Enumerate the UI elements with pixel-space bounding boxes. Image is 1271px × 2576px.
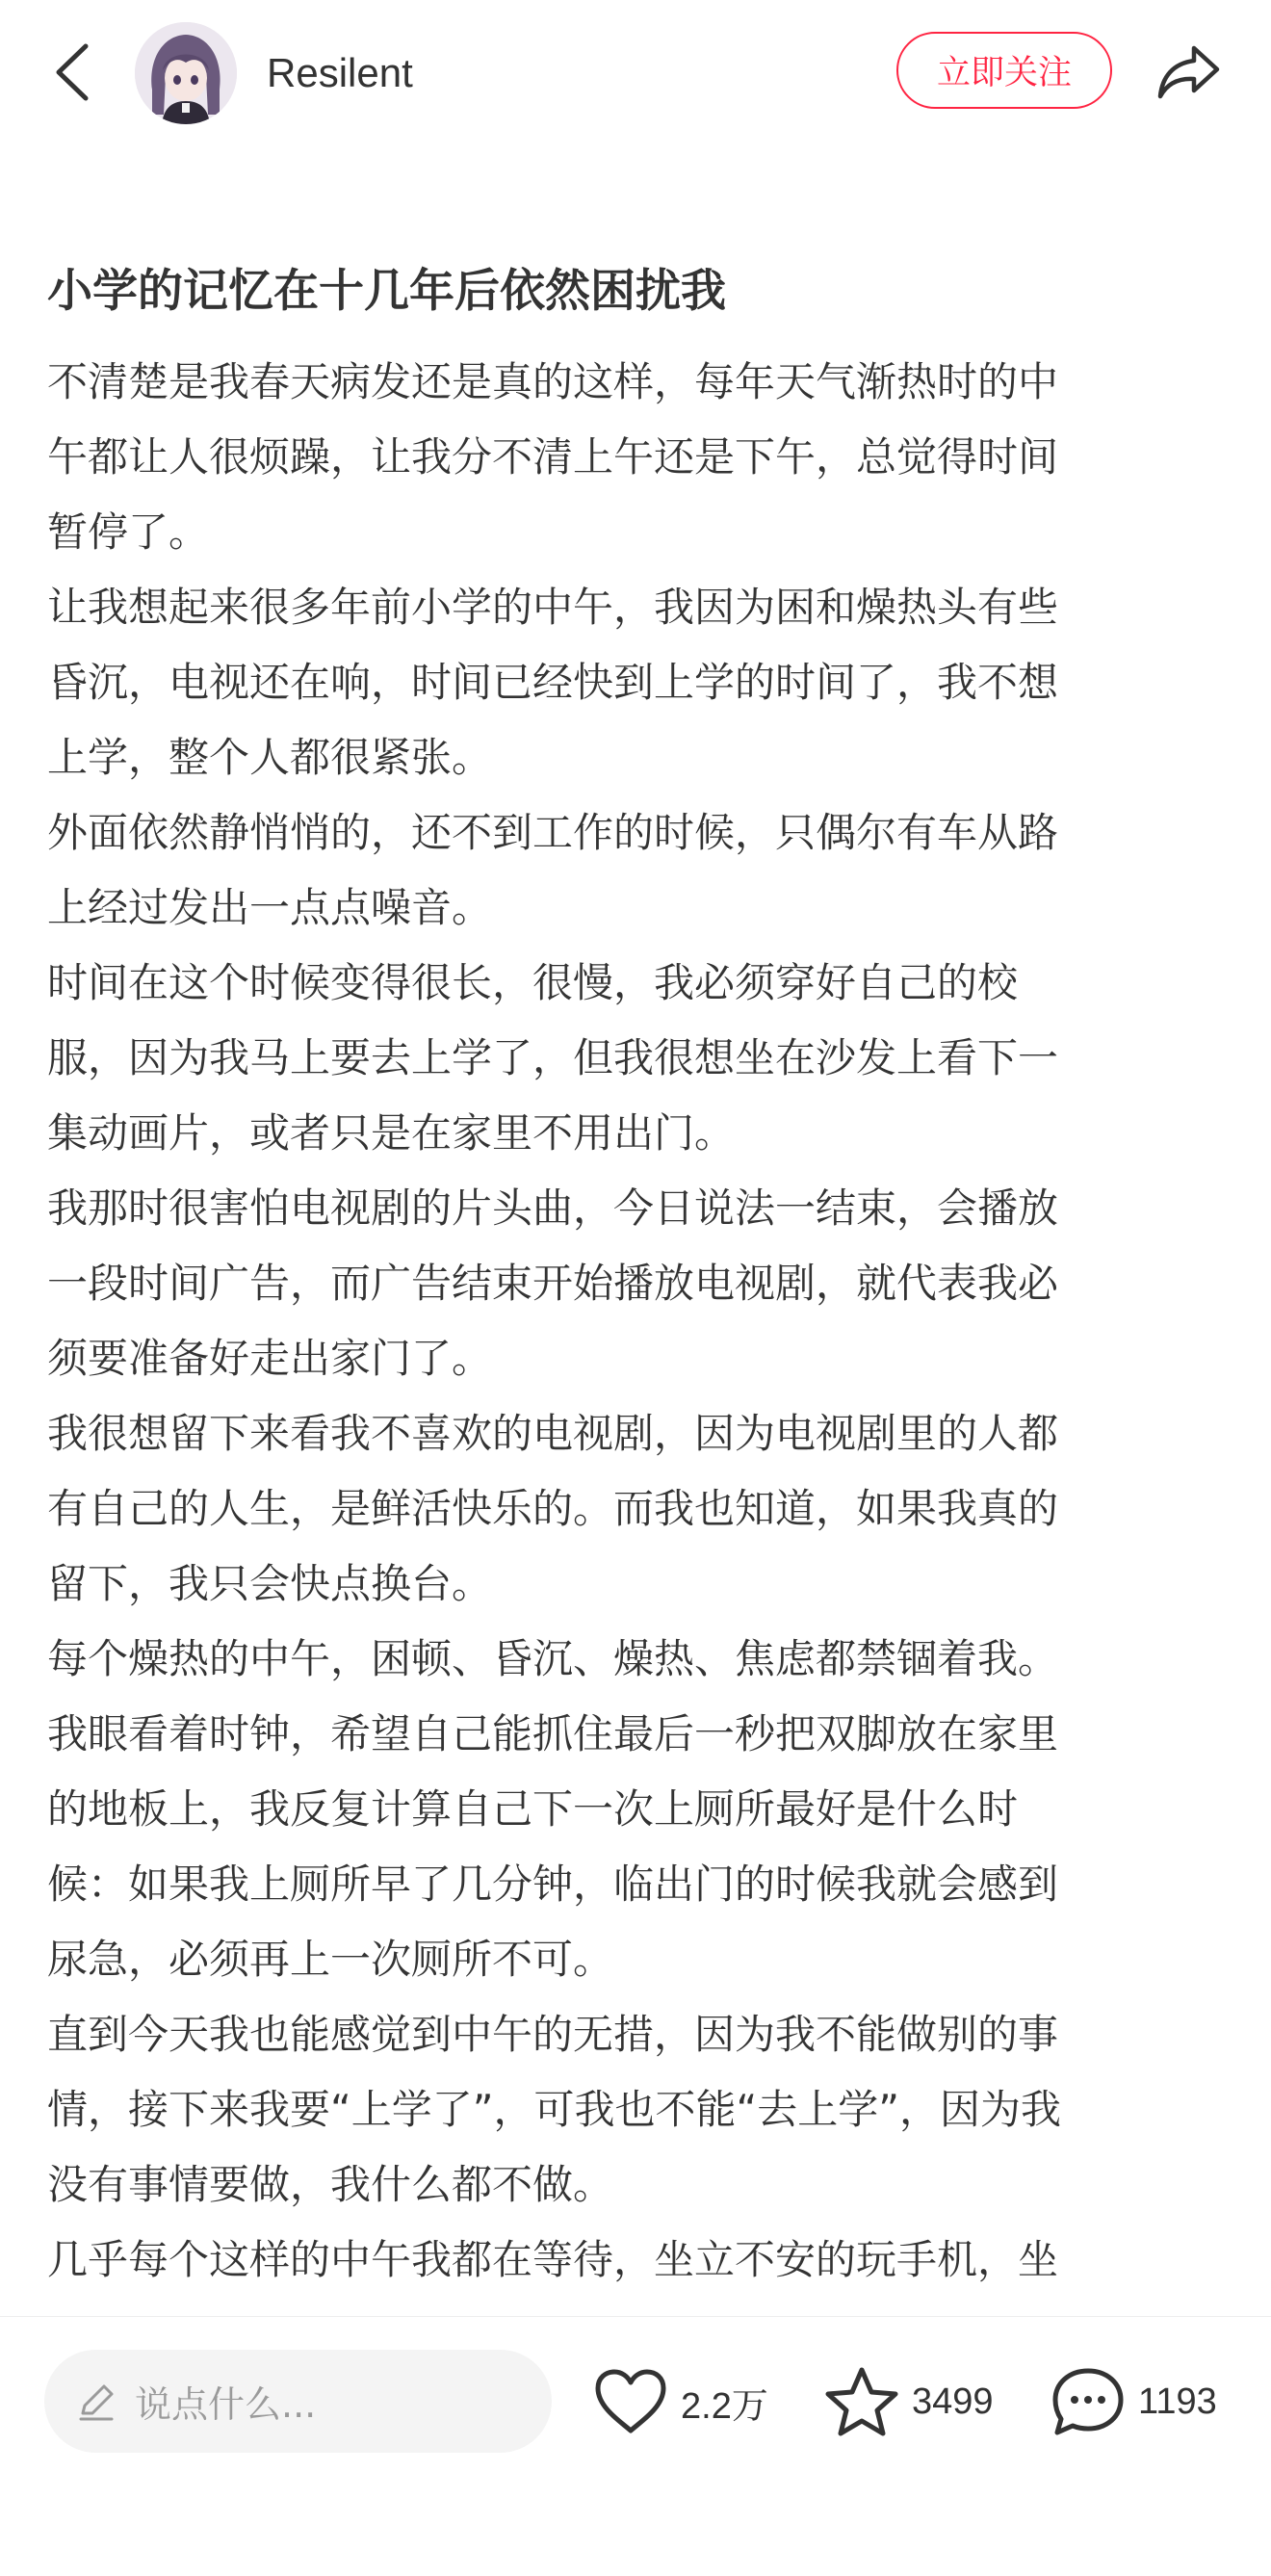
body-line: 昏沉，电视还在响，时间已经快到上学的时间了，我不想 <box>47 659 1059 706</box>
body-line: 不清楚是我春天病发还是真的这样，每年天气渐热时的中 <box>47 358 1059 405</box>
body-line: 一段时间广告，而广告结束开始播放电视剧，就代表我必 <box>47 1260 1059 1307</box>
body-line: 候：如果我上厕所早了几分钟，临出门的时候我就会感到 <box>47 1860 1059 1908</box>
speech-bubble-icon <box>1050 2365 1127 2438</box>
author-name[interactable]: Resilent <box>267 50 413 95</box>
body-line: 上经过发出一点点噪音。 <box>47 884 493 931</box>
comment-button[interactable] <box>1050 2355 1217 2448</box>
note-title: 小学的记忆在十几年后依然困扰我 <box>47 265 726 318</box>
note-body <box>47 345 1232 2319</box>
collect-button[interactable] <box>823 2355 994 2448</box>
bottom-action-bar <box>0 2316 1271 2576</box>
body-line: 我很想留下来看我不喜欢的电视剧，因为电视剧里的人都 <box>47 1410 1059 1457</box>
pencil-icon <box>73 2379 119 2425</box>
body-line: 尿急，必须再上一次厕所不可。 <box>47 1936 614 1983</box>
body-line: 上学，整个人都很紧张。 <box>47 734 493 781</box>
like-count: 2.2万 <box>681 2385 768 2427</box>
body-line: 留下，我只会快点换台。 <box>47 1560 493 1607</box>
star-icon <box>823 2365 900 2438</box>
avatar-image <box>135 22 237 124</box>
body-line: 暂停了。 <box>47 508 210 556</box>
note-header <box>0 0 1271 144</box>
body-line: 每个燥热的中午，困顿、昏沉、燥热、焦虑都禁锢着我。 <box>47 1635 1059 1682</box>
body-line: 几乎每个这样的中午我都在等待，坐立不安的玩手机，坐 <box>47 2236 1059 2283</box>
collect-count: 3499 <box>912 2381 994 2422</box>
author-avatar[interactable] <box>135 22 237 124</box>
body-line: 直到今天我也能感觉到中午的无措，因为我不能做别的事 <box>47 2011 1059 2058</box>
like-button[interactable] <box>592 2355 768 2448</box>
body-line: 让我想起来很多年前小学的中午，我因为困和燥热头有些 <box>47 584 1059 631</box>
comment-input[interactable] <box>44 2350 552 2453</box>
comment-placeholder: 说点什么... <box>135 2383 317 2426</box>
share-button[interactable] <box>1151 34 1228 111</box>
body-line: 外面依然静悄悄的，还不到工作的时候，只偶尔有车从路 <box>47 809 1059 856</box>
body-line: 集动画片，或者只是在家里不用出门。 <box>47 1109 736 1157</box>
follow-button[interactable]: 立即关注 <box>896 32 1112 109</box>
comment-count: 1193 <box>1138 2381 1217 2422</box>
body-line: 的地板上，我反复计算自己下一次上厕所最好是什么时 <box>47 1785 1019 1833</box>
body-line: 情，接下来我要“上学了”，可我也不能“去上学”，因为我 <box>47 2086 1062 2133</box>
body-line: 午都让人很烦躁，让我分不清上午还是下午，总觉得时间 <box>47 433 1059 481</box>
body-line: 没有事情要做，我什么都不做。 <box>47 2161 614 2208</box>
body-line: 有自己的人生，是鲜活快乐的。而我也知道，如果我真的 <box>47 1485 1059 1532</box>
share-arrow-icon <box>1155 42 1223 102</box>
body-line: 我眼看着时钟，希望自己能抓住最后一秒把双脚放在家里 <box>47 1710 1059 1757</box>
body-line: 须要准备好走出家门了。 <box>47 1335 493 1382</box>
body-line: 服，因为我马上要去上学了，但我很想坐在沙发上看下一 <box>47 1034 1059 1081</box>
body-line: 我那时很害怕电视剧的片头曲，今日说法一结束，会播放 <box>47 1184 1059 1232</box>
chevron-left-icon <box>51 40 93 104</box>
heart-icon <box>592 2367 669 2436</box>
back-button[interactable] <box>39 34 106 111</box>
body-line: 时间在这个时候变得很长，很慢，我必须穿好自己的校 <box>47 959 1019 1006</box>
